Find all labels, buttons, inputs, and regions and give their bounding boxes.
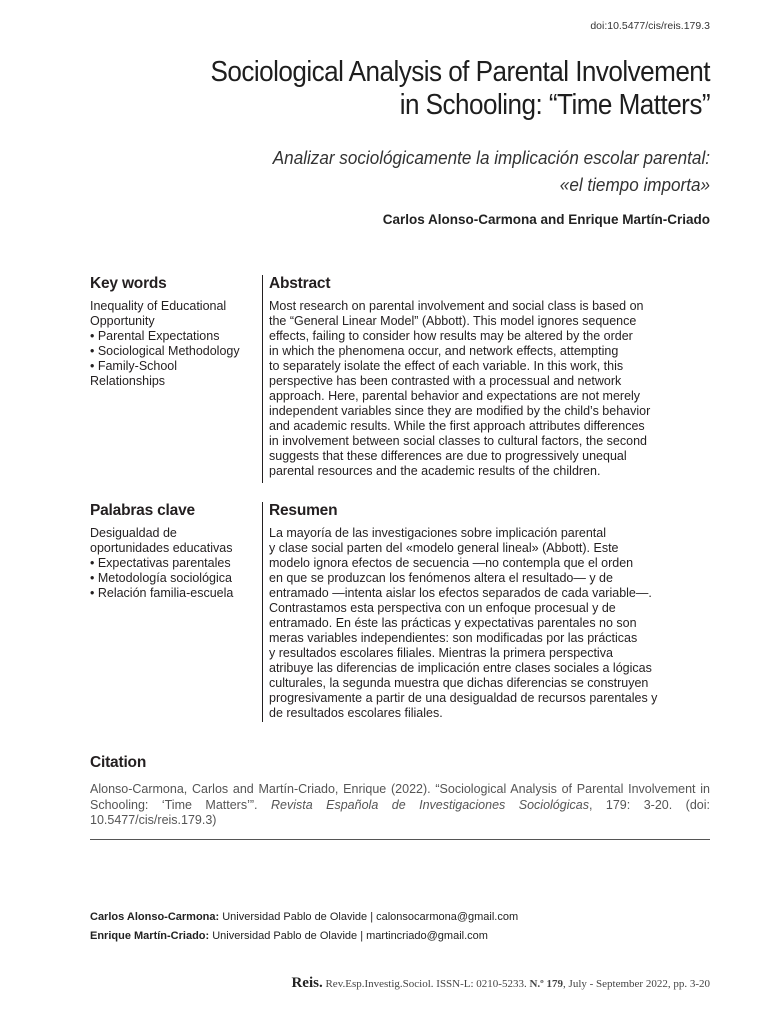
- resumen-line: culturales, la segunda muestra que dichas diferencias se construyen: [269, 676, 649, 690]
- abstract-line: approach. Here, parental behavior and expectations are not merely: [269, 389, 641, 403]
- resumen-line: y clase social parten del «modelo general lineal» (Abbott). Este: [269, 541, 619, 555]
- resumen-section: [90, 502, 710, 722]
- citation-section: [90, 754, 710, 829]
- abstract-line: parental resources and the academic results of the children.: [269, 464, 601, 478]
- article-subtitle-line-2: «el tiempo importa»: [559, 175, 710, 195]
- palabra-clave-item: • Expectativas parentales: [90, 556, 231, 570]
- palabra-clave-item: Desigualdad de oportunidades educativas: [90, 526, 233, 555]
- abstract-heading: Abstract: [269, 275, 331, 292]
- resumen-line: atribuye las diferencias de implicación entre clases sociales a lógicas: [269, 661, 652, 675]
- footer-date-pages: , July - September 2022, pp. 3-20: [563, 978, 710, 990]
- resumen-line: de resultados escolares filiales.: [269, 706, 443, 720]
- keyword-item: Inequality of Educational Opportunity: [90, 299, 227, 328]
- article-subtitle-line-1: Analizar sociológicamente la implicación escolar parental:: [272, 148, 710, 168]
- resumen-heading: Resumen: [269, 502, 338, 519]
- footer-issue-number: N.º 179: [529, 978, 564, 990]
- resumen-line: La mayoría de las investigaciones sobre implicación parental: [269, 526, 606, 540]
- affiliation-author-name: Carlos Alonso-Carmona:: [90, 911, 220, 923]
- abstract-section: [90, 275, 710, 483]
- page-footer: [291, 975, 710, 992]
- abstract-line: to separately isolate the effect of each variable. In this work, this: [269, 359, 624, 373]
- palabras-clave-column: [90, 502, 252, 601]
- abstract-line: and academic results. While the first approach attributes differences: [269, 419, 645, 433]
- resumen-line: y resultados escolares filiales. Mientras la primera perspectiva: [269, 646, 613, 660]
- citation-text-before: Alonso-Carmona, Carlos and Martín-Criado, Enrique (2022). “Sociological Analysis of Parental Involvement in Schooling: ‘Time Matters’”.: [90, 782, 710, 812]
- keyword-item: • Parental Expectations: [90, 329, 220, 343]
- palabras-clave-list: [90, 526, 252, 601]
- keyword-item: • Family-School Relationships: [90, 359, 178, 388]
- abstract-text: [269, 299, 710, 479]
- article-authors: Carlos Alonso-Carmona and Enrique Martín-Criado: [382, 212, 710, 227]
- doi-reference: doi:10.5477/cis/reis.179.3: [590, 20, 710, 32]
- resumen-line: en que se produzcan los fenómenos altera el resultado— y de: [269, 571, 613, 585]
- resumen-text: [269, 526, 710, 721]
- palabras-clave-heading: Palabras clave: [90, 502, 195, 519]
- author-affiliation: [90, 911, 518, 923]
- resumen-line: meras variables independientes: son modificadas por las prácticas: [269, 631, 638, 645]
- resumen-line: modelo ignora efectos de secuencia —no contempla que el orden: [269, 556, 634, 570]
- abstract-line: in involvement between social classes to cultural factors, the second: [269, 434, 647, 448]
- footer-journal-name: Reis.: [291, 975, 323, 991]
- resumen-line: entramado. En éste las prácticas y expectativas parentales no son: [269, 616, 637, 630]
- author-affiliation: [90, 930, 488, 942]
- resumen-line: Contrastamos esta perspectiva con un enfoque procesual y de: [269, 601, 616, 615]
- keywords-column: [90, 275, 252, 389]
- abstract-line: the “General Linear Model” (Abbott). This model ignores sequence: [269, 314, 637, 328]
- article-subtitle: [178, 145, 710, 199]
- footer-journal-info: Rev.Esp.Investig.Sociol. ISSN-L: 0210-5233.: [325, 978, 527, 990]
- abstract-line: Most research on parental involvement and social class is based on: [269, 299, 644, 313]
- resumen-column: [262, 502, 710, 722]
- abstract-line: perspective has been contrasted with a processual and network: [269, 374, 622, 388]
- keyword-item: • Sociological Methodology: [90, 344, 240, 358]
- abstract-line: independent variables since they are modified by the child’s behavior: [269, 404, 651, 418]
- resumen-line: entramado —intenta aislar los efectos separados de cada variable—.: [269, 586, 652, 600]
- article-title: [134, 56, 710, 122]
- palabra-clave-item: • Relación familia-escuela: [90, 586, 234, 600]
- article-title-line-1: Sociological Analysis of Parental Involvement: [210, 56, 710, 88]
- section-divider: [90, 839, 710, 840]
- article-title-line-2: in Schooling: “Time Matters”: [399, 89, 710, 121]
- citation-heading: Citation: [90, 754, 147, 771]
- abstract-line: in which the phenomena occur, and network effects, attempting: [269, 344, 619, 358]
- keywords-heading: Key words: [90, 275, 167, 292]
- citation-journal: Revista Española de Investigaciones Sociológicas: [270, 797, 589, 812]
- abstract-line: effects, failing to consider how results may be altered by the order: [269, 329, 633, 343]
- resumen-line: progresivamente a partir de una desigualdad de recursos parentales y: [269, 691, 658, 705]
- affiliation-detail: Universidad Pablo de Olavide | martincriado@gmail.com: [212, 930, 488, 942]
- keywords-list: [90, 299, 252, 389]
- affiliation-detail: Universidad Pablo de Olavide | calonsocarmona@gmail.com: [222, 911, 519, 923]
- abstract-column: [262, 275, 710, 483]
- citation-text: [90, 782, 710, 829]
- affiliation-author-name: Enrique Martín-Criado:: [90, 930, 210, 942]
- citation-text-after: , 179: 3-20. (doi: 10.5477/cis/reis.179.3): [90, 797, 710, 827]
- palabra-clave-item: • Metodología sociológica: [90, 571, 232, 585]
- abstract-line: suggests that these differences are due to progressively unequal: [269, 449, 627, 463]
